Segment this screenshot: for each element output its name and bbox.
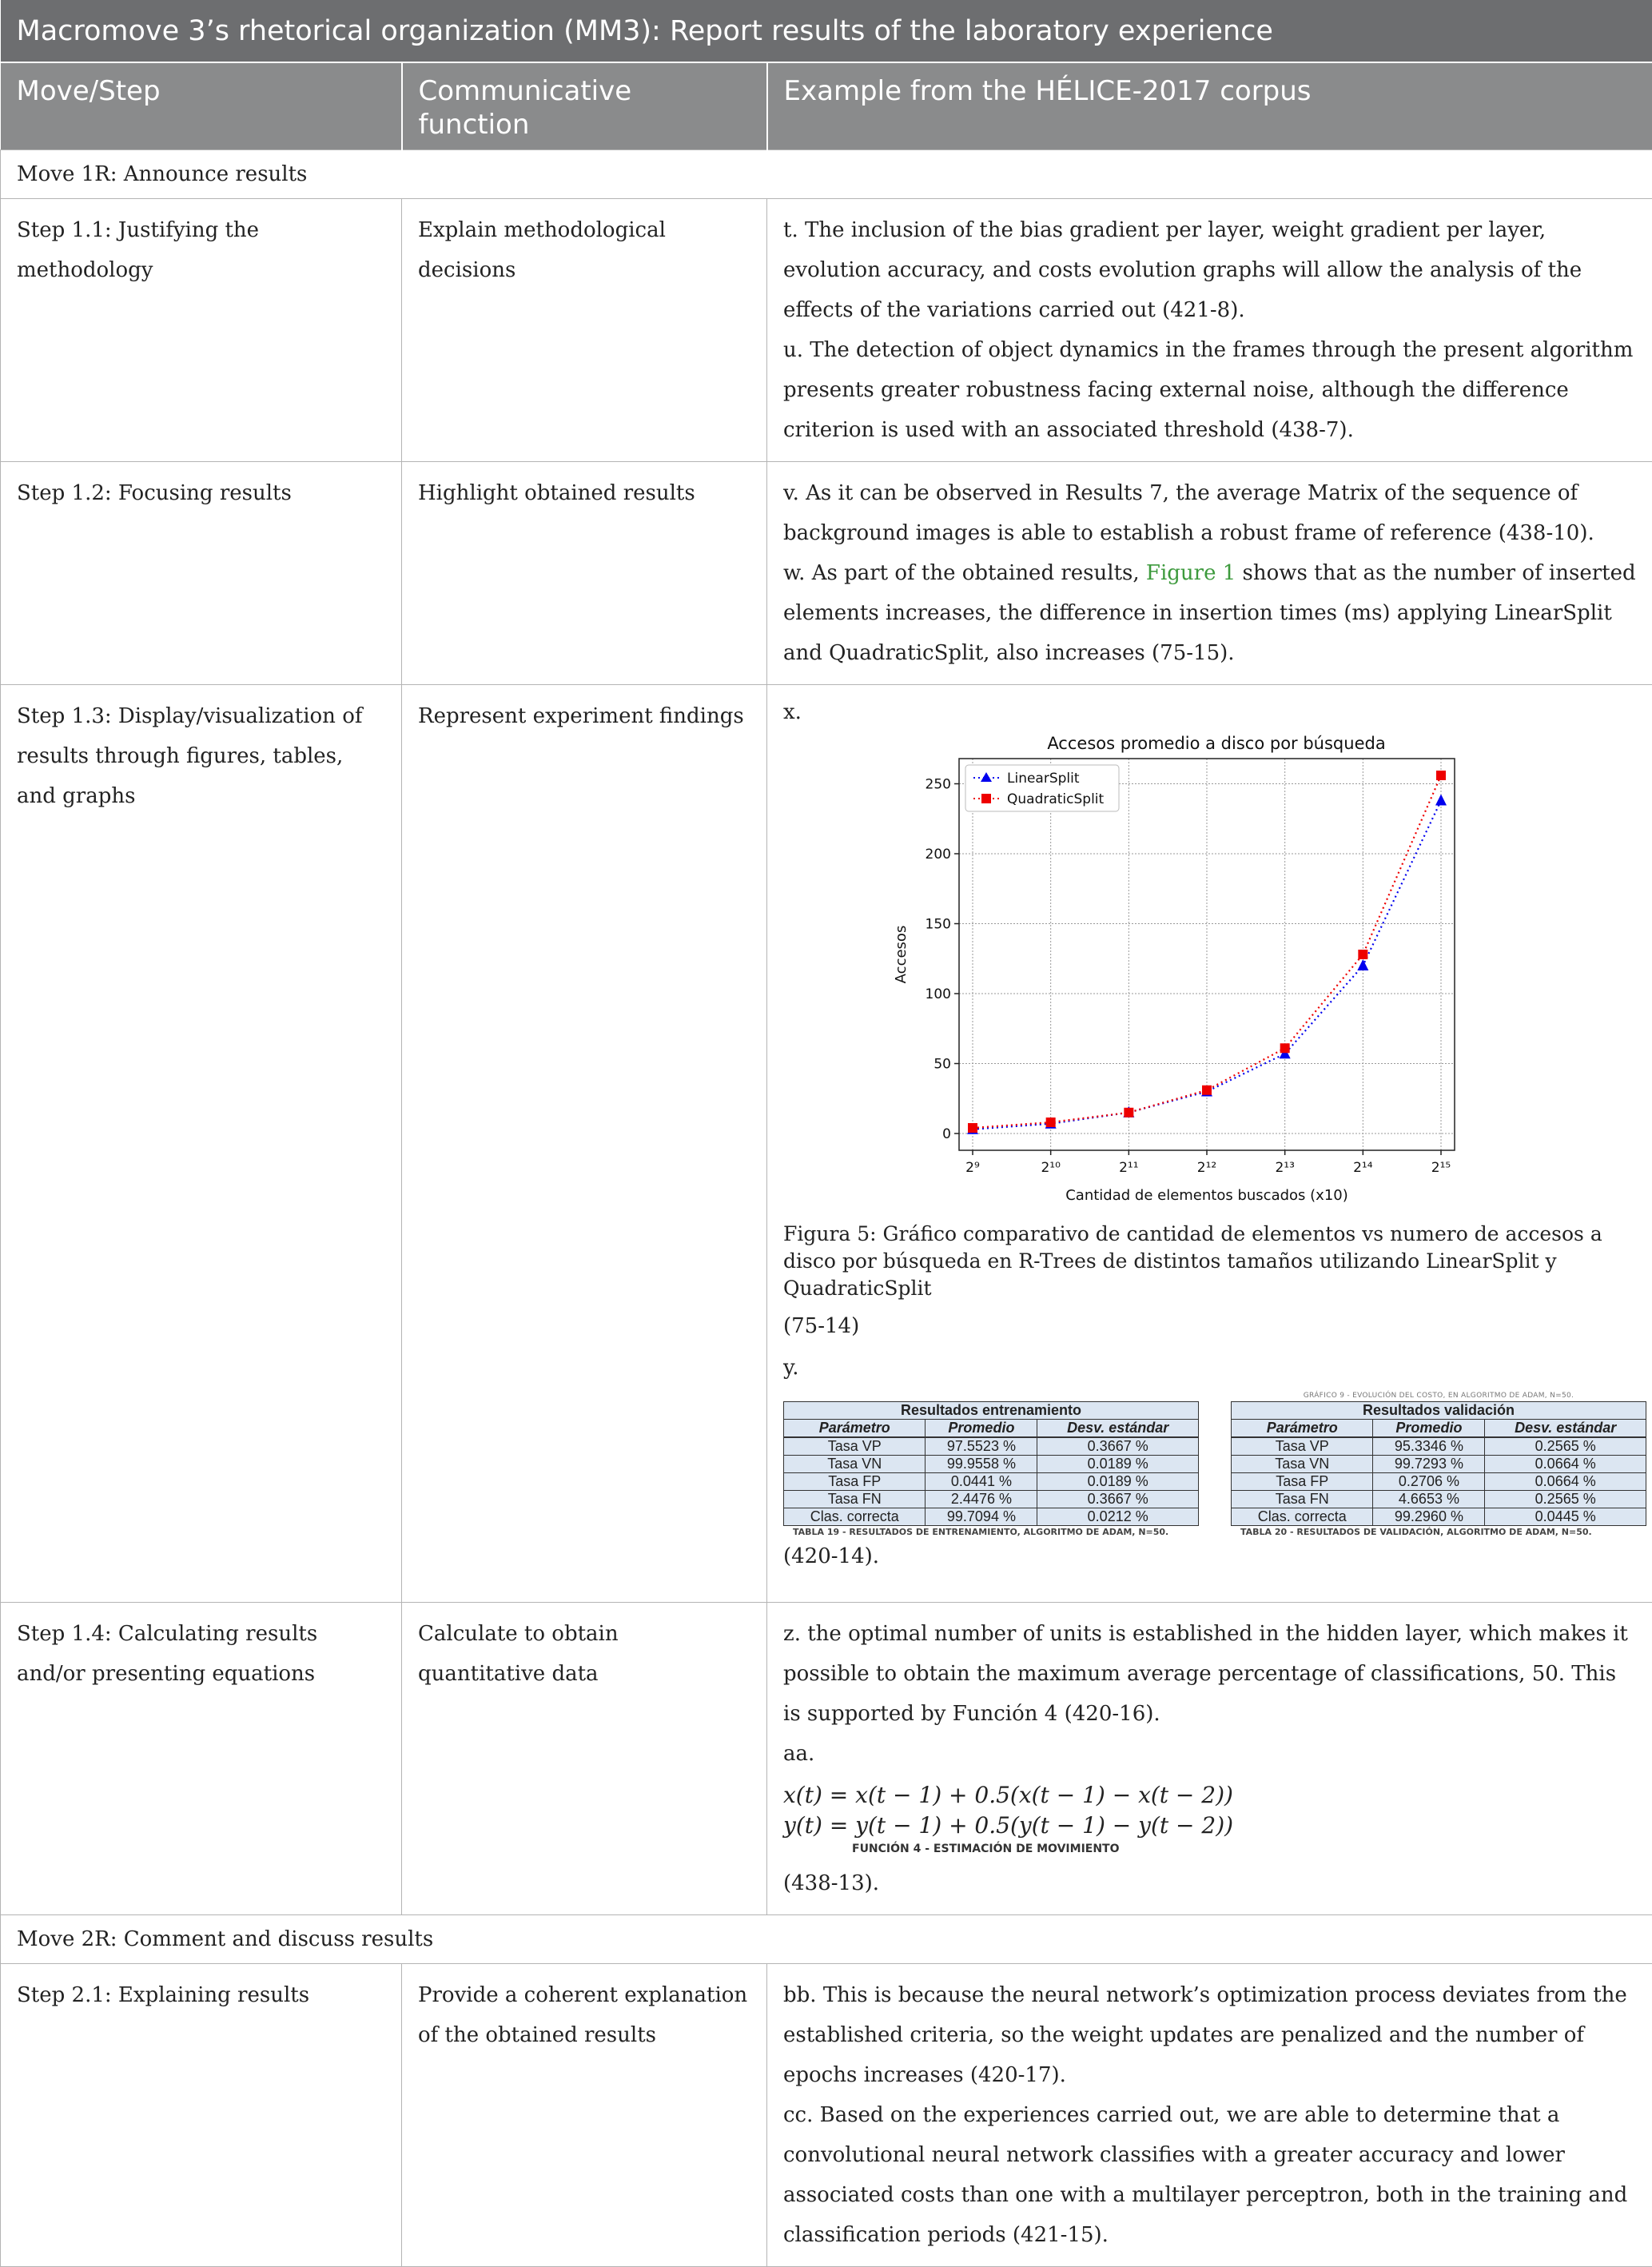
example-x-reference: (75-14)	[783, 1310, 1636, 1342]
example-y-label: y.	[783, 1352, 1636, 1384]
validation-col-mean: Promedio	[1373, 1420, 1485, 1438]
table-row: Clas. correcta 99.7094 % 0.0212 %	[784, 1508, 1199, 1526]
table-row	[1, 1964, 1652, 2267]
function-cell: Highlight obtained results	[402, 462, 767, 685]
example-x-label: x.	[783, 696, 1636, 730]
validation-results-table	[1231, 1390, 1646, 1539]
step-cell: Step 1.2: Focusing results	[1, 462, 402, 685]
validation-col-sd: Desv. estándar	[1485, 1420, 1646, 1438]
data-point-quadraticsplit	[1046, 1118, 1056, 1127]
training-results-table	[783, 1390, 1199, 1539]
x-tick-label: 2¹⁵	[1431, 1160, 1451, 1176]
example-cell	[767, 1964, 1652, 2267]
cropped-graph-caption: GRÁFICO 9 - EVOLUCIÓN DEL COSTO, EN ALGORITMO DE ADAM, N=50.	[1231, 1390, 1646, 1401]
example-t: t. The inclusion of the bias gradient per layer, weight gradient per layer, evolution accuracy, and costs evolution graphs will allow the analysis of the effects of the variations carried out (421-8).	[783, 210, 1636, 330]
example-cell	[767, 199, 1652, 462]
table-row: Tasa FN 4.6653 % 0.2565 %	[1232, 1491, 1646, 1508]
x-tick-label: 2⁹	[965, 1160, 980, 1176]
y-tick-label: 50	[933, 1057, 951, 1073]
data-point-linearsplit	[1357, 959, 1368, 970]
example-bb: bb. This is because the neural network’s optimization process deviates from the established criteria, so the weight updates are penalized and the number of epochs increases (420-17).	[783, 1975, 1636, 2095]
y-tick-label: 250	[926, 777, 951, 793]
y-tick-label: 150	[926, 917, 951, 933]
function-cell: Provide a coherent explanation of the obtained results	[402, 1964, 767, 2267]
example-cell	[767, 462, 1652, 685]
column-header-example: Example from the HÉLICE-2017 corpus	[767, 62, 1652, 150]
step-cell: Step 1.3: Display/visualization of results through figures, tables, and graphs	[1, 685, 402, 1603]
data-point-quadraticsplit	[1280, 1043, 1290, 1053]
table-row: Clas. correcta 99.2960 % 0.0445 %	[1232, 1508, 1646, 1526]
data-point-quadraticsplit	[1124, 1108, 1133, 1118]
legend-label-linearsplit: LinearSplit	[1007, 771, 1080, 787]
example-aa-label: aa.	[783, 1734, 1636, 1774]
training-col-sd: Desv. estándar	[1037, 1420, 1199, 1438]
table-row: Tasa VN 99.7293 % 0.0664 %	[1232, 1456, 1646, 1473]
data-point-quadraticsplit	[1202, 1086, 1212, 1095]
x-tick-label: 2¹⁴	[1353, 1160, 1373, 1176]
example-v: v. As it can be observed in Results 7, the average Matrix of the sequence of background images is able to establish a robust frame of reference (438-10).	[783, 473, 1636, 553]
data-point-linearsplit	[1435, 795, 1447, 806]
figure-1-link[interactable]: Figure 1	[1146, 561, 1236, 585]
example-w-pre: w. As part of the obtained results,	[783, 561, 1140, 585]
equation-x: x(t) = x(t − 1) + 0.5(x(t − 1) − x(t − 2))	[783, 1780, 1636, 1811]
training-table-title: Resultados entrenamiento	[784, 1402, 1199, 1420]
function-cell: Represent experiment findings	[402, 685, 767, 1603]
example-w-post: shows that as the number of inserted elements increases, the difference in insertion times (ms) applying LinearSplit and QuadraticSplit, also increases (75-15).	[783, 561, 1636, 665]
legend-label-quadraticsplit: QuadraticSplit	[1007, 791, 1105, 807]
validation-table-title: Resultados validación	[1232, 1402, 1646, 1420]
table-row: Tasa FP 0.0441 % 0.0189 %	[784, 1473, 1199, 1491]
example-cell	[767, 685, 1652, 1603]
example-z: z. the optimal number of units is established in the hidden layer, which makes it possible to obtain the maximum average percentage of classifications, 50. This is supported by Función 4 (420-16).	[783, 1614, 1636, 1734]
x-axis-ticks	[965, 1150, 1451, 1176]
validation-table-caption: TABLA 20 - RESULTADOS DE VALIDACIÓN, ALGORITMO DE ADAM, N=50.	[1231, 1526, 1646, 1539]
step-cell: Step 1.1: Justifying the methodology	[1, 199, 402, 462]
column-header-move-step: Move/Step	[1, 62, 402, 150]
data-point-quadraticsplit	[1358, 950, 1367, 959]
example-w	[783, 553, 1636, 673]
chart-title: Accesos promedio a disco por búsqueda	[1047, 734, 1385, 753]
column-header-function: Communicative function	[402, 62, 767, 150]
table-row: Tasa VN 99.9558 % 0.0189 %	[784, 1456, 1199, 1473]
x-tick-label: 2¹⁰	[1041, 1160, 1061, 1176]
y-axis-ticks	[926, 777, 959, 1143]
example-u: u. The detection of object dynamics in the frames through the present algorithm presents greater robustness facing external noise, although the difference criterion is used with an associated threshold (438-7).	[783, 330, 1636, 450]
table-title: Macromove 3’s rhetorical organization (MM3): Report results of the laboratory experience	[1, 0, 1652, 62]
step-cell: Step 2.1: Explaining results	[1, 1964, 402, 2267]
function-cell: Explain methodological decisions	[402, 199, 767, 462]
training-col-mean: Promedio	[926, 1420, 1037, 1438]
validation-col-param: Parámetro	[1232, 1420, 1373, 1438]
table-row	[1, 1603, 1652, 1915]
example-aa-reference: (438-13).	[783, 1863, 1636, 1903]
x-tick-label: 2¹³	[1275, 1160, 1294, 1176]
line-chart	[783, 730, 1630, 1217]
function-cell: Calculate to obtain quantitative data	[402, 1603, 767, 1915]
example-cell	[767, 1603, 1652, 1915]
table-row: Tasa VP 95.3346 % 0.2565 %	[1232, 1437, 1646, 1456]
results-tables	[783, 1390, 1646, 1539]
table-row: Tasa FN 2.4476 % 0.3667 %	[784, 1491, 1199, 1508]
chart-legend	[965, 765, 1119, 811]
equation-y: y(t) = y(t − 1) + 0.5(y(t − 1) − y(t − 2))	[783, 1811, 1636, 1841]
table-row	[1, 199, 1652, 462]
move-2-row: Move 2R: Comment and discuss results	[1, 1915, 1652, 1964]
legend-marker-quadraticsplit	[981, 794, 991, 803]
example-cc: cc. Based on the experiences carried out, we are able to determine that a convolutional neural network classifies with a greater accuracy and lower associated costs than one with a multilayer perceptron, both in the training and classification periods (421-15).	[783, 2095, 1636, 2255]
x-tick-label: 2¹¹	[1119, 1160, 1138, 1176]
training-table-caption: TABLA 19 - RESULTADOS DE ENTRENAMIENTO, ALGORITMO DE ADAM, N=50.	[783, 1526, 1199, 1539]
series-line-linearsplit	[973, 801, 1441, 1130]
x-axis-label: Cantidad de elementos buscados (x10)	[1065, 1187, 1348, 1204]
example-y-reference: (420-14).	[783, 1540, 1636, 1572]
table-row	[1, 462, 1652, 685]
data-point-quadraticsplit	[1436, 771, 1446, 780]
table-row: Tasa FP 0.2706 % 0.0664 %	[1232, 1473, 1646, 1491]
training-col-param: Parámetro	[784, 1420, 926, 1438]
y-tick-label: 200	[926, 847, 951, 863]
y-tick-label: 0	[942, 1126, 951, 1142]
table-row	[1, 685, 1652, 1603]
equation-caption: FUNCIÓN 4 - ESTIMACIÓN DE MOVIMIENTO	[852, 1841, 1636, 1857]
y-axis-label: Accesos	[893, 926, 910, 984]
data-point-quadraticsplit	[968, 1123, 977, 1133]
figure-caption: Figura 5: Gráfico comparativo de cantidad de elementos vs numero de accesos a disco por búsqueda en R-Trees de distintos tamaños utilizando LinearSplit y QuadraticSplit	[783, 1221, 1636, 1302]
y-tick-label: 100	[926, 986, 951, 1002]
move-1-row: Move 1R: Announce results	[1, 150, 1652, 199]
table-row: Tasa VP 97.5523 % 0.3667 %	[784, 1437, 1199, 1456]
x-tick-label: 2¹²	[1197, 1160, 1216, 1176]
step-cell: Step 1.4: Calculating results and/or presenting equations	[1, 1603, 402, 1915]
